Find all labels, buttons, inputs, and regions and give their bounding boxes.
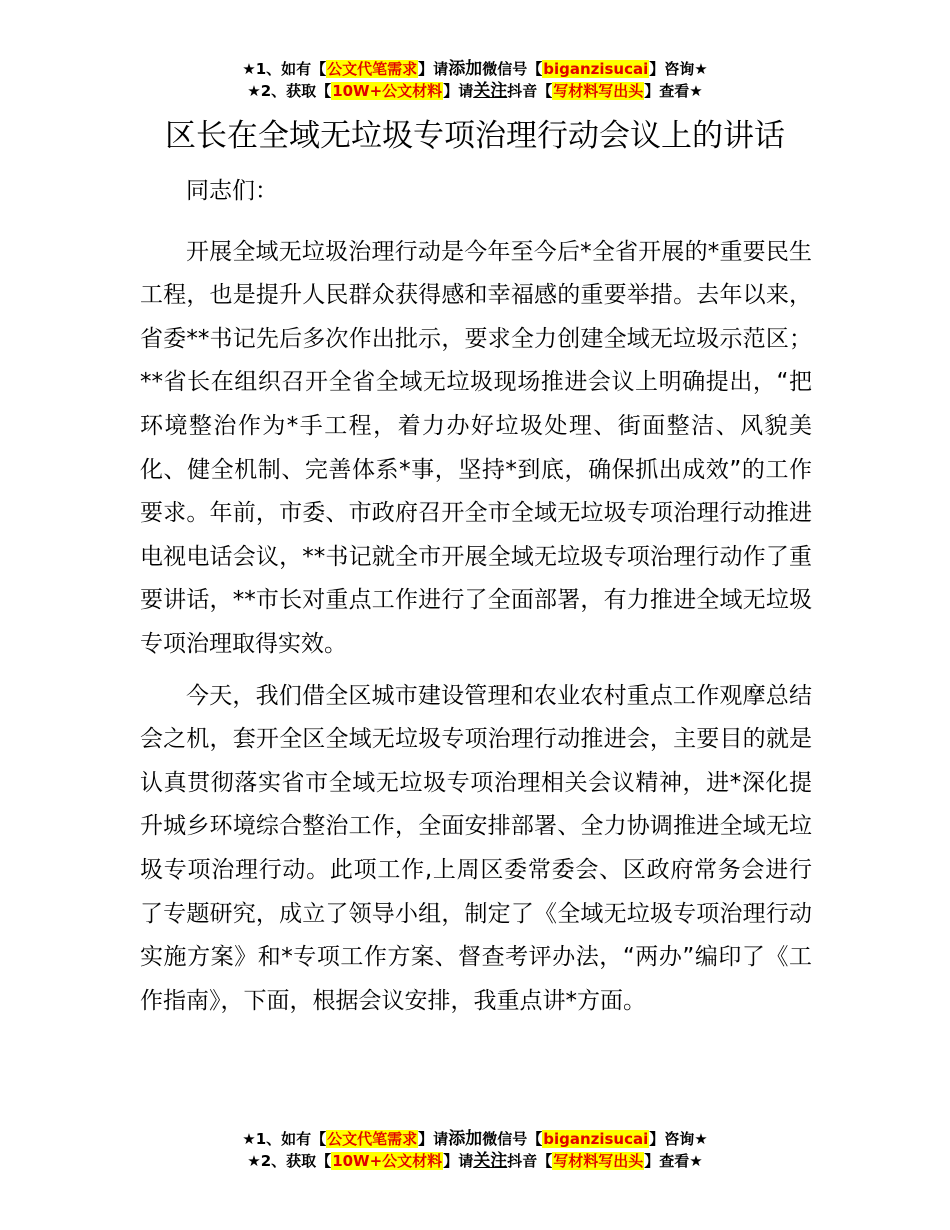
document-title: 区长在全域无垃圾专项治理行动会议上的讲话 — [165, 118, 785, 154]
promo-highlight-wechat-id: biganzisucai — [543, 60, 649, 78]
promo-text: 】请 — [418, 60, 449, 78]
promo-text: 】请 — [418, 1130, 449, 1148]
promo-line-2 — [0, 80, 950, 102]
body-paragraph: 开展全域无垃圾治理行动是今年至今后*全省开展的*重要民生工程，也是提升人民群众获得感和幸福感的重要举措。去年以来，省委**书记先后多次作出批示，要求全力创建全域无垃圾示范区；**省长在组织召开全省全域无垃圾现场推进会议上明确提出，“把环境整治作为*手工程，着力办好垃圾处理、街面整洁、风貌美化、健全机制、完善体系*事，坚持*到底，确保抓出成效”的工作要求。年前，市委、市政府召开全市全域无垃圾专项治理行动推进电视电话会议，**书记就全市开展全域无垃圾专项治理行动作了重要讲话，**市长对重点工作进行了全面部署，有力推进全域无垃圾专项治理取得实效。 — [140, 238, 812, 657]
promo-text: ★2、获取【 — [247, 1152, 332, 1170]
promo-text: 】查看★ — [644, 1152, 703, 1170]
promo-line-1 — [0, 1128, 950, 1150]
document-body — [140, 170, 812, 1031]
promo-text: 微信号【 — [482, 60, 543, 78]
promo-text: 】查看★ — [644, 82, 703, 100]
footer-promo-banner — [0, 1128, 950, 1172]
promo-text: 抖音【 — [507, 1152, 553, 1170]
promo-emphasis: 关注 — [473, 81, 508, 101]
promo-text: ★2、获取【 — [247, 82, 332, 100]
promo-highlight-douyin-id: 写材料写出头 — [553, 1152, 644, 1170]
promo-line-2 — [0, 1150, 950, 1172]
promo-text: 】请 — [443, 82, 474, 100]
promo-highlight: 10W+公文材料 — [332, 82, 443, 100]
promo-highlight-douyin-id: 写材料写出头 — [553, 82, 644, 100]
body-paragraph: 今天，我们借全区城市建设管理和农业农村重点工作观摩总结会之机，套开全区全域无垃圾专项治理行动推进会，主要目的就是认真贯彻落实省市全域无垃圾专项治理相关会议精神，进*深化提升城乡环境综合整治工作，全面安排部署、全力协调推进全域无垃圾专项治理行动。此项工作,上周区委常委会、区政府常务会进行了专题研究，成立了领导小组，制定了《全域无垃圾专项治理行动实施方案》和*专项工作方案、督查考评办法，“两办”编印了《工作指南》，下面，根据会议安排，我重点讲*方面。 — [140, 682, 812, 1014]
greeting: 同志们： — [186, 178, 278, 204]
promo-highlight-wechat-id: biganzisucai — [543, 1130, 649, 1148]
promo-text: 】请 — [443, 1152, 474, 1170]
promo-highlight: 公文代笔需求 — [327, 1130, 418, 1148]
promo-text: ★1、如有【 — [242, 60, 327, 78]
promo-highlight: 公文代笔需求 — [327, 60, 418, 78]
promo-emphasis: 关注 — [473, 1151, 508, 1171]
promo-text: ★1、如有【 — [242, 1130, 327, 1148]
promo-emphasis: 添加 — [448, 59, 483, 79]
promo-text: 】咨询★ — [649, 60, 708, 78]
promo-emphasis: 添加 — [448, 1129, 483, 1149]
promo-text: 抖音【 — [507, 82, 553, 100]
header-promo-banner — [0, 58, 950, 102]
promo-text: 】咨询★ — [649, 1130, 708, 1148]
promo-highlight: 10W+公文材料 — [332, 1152, 443, 1170]
promo-line-1 — [0, 58, 950, 80]
promo-text: 微信号【 — [482, 1130, 543, 1148]
